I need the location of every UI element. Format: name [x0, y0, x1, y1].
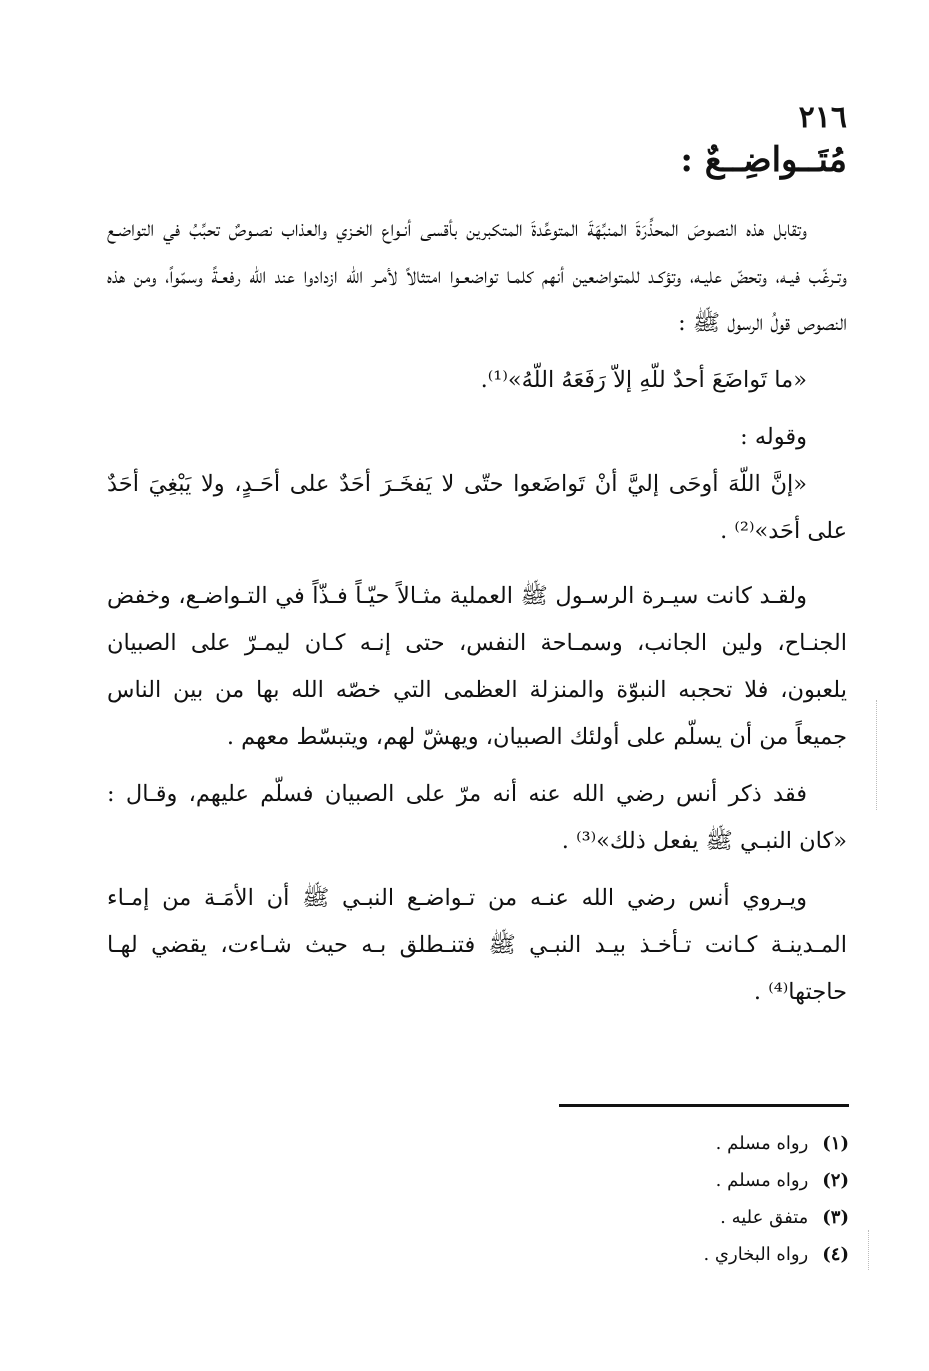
footnote-number: (١)	[822, 1133, 849, 1154]
footnote-text: متفق عليه .	[720, 1207, 809, 1228]
footnotes-list	[703, 1125, 849, 1273]
footnote-number: (٤)	[822, 1244, 849, 1265]
footnote-text: رواه البخاري .	[703, 1244, 809, 1265]
page-body	[107, 206, 847, 1016]
footnote-number: (٢)	[822, 1170, 849, 1191]
scan-edge-mark	[876, 700, 879, 810]
footnote-item	[703, 1162, 849, 1199]
paragraph-1: وتقابل هذه النصوصَ المحذِّرَةَ المنبِّهَةَ المتوعِّدةَ المتكبرين بأقسى أنـواع الخـزي والعذاب نصـوصٌ تحبِّبُ في التواضـع وتـرغّب فيـه، وتحضّ عليـه، وتؤكـد للمتواضعين أنهم كلمـا تواضعـوا امتثالاً لأمـر الله ازدادوا عند الله رفعـةً وسمّواً، ومن هذه النصوص قولُ الرسول ﷺ :	[107, 216, 847, 336]
footnote-text: رواه مسلم .	[715, 1133, 809, 1154]
paragraph-3: ولقـد كانت سيـرة الرسـول ﷺ العملية مثـالاً حيّـاً فـذّاً في التـواضـع، وخفض الجنـاح، ولين الجانب، وسمـاحة النفس، حتى إنـه كـان ليمـرّ على الصبيان يلعبون، فلا تحجبه النبوّة والمنزلة العظمى التي خصّه الله بها من بين الناس جميعاً من أن يسلّم على أولئك الصبيان، ويهشّ لهم، ويتبسّط معهم .	[107, 583, 847, 750]
section-title: مُتَــواضِــعٌ :	[680, 140, 847, 180]
paragraph-5: ويـروي أنس رضي الله عنـه من تـواضـع النبـي ﷺ أن الأمَـة من إمـاء المـدينـة كـانت تـأخـذ بيـد النبـي ﷺ فتنـطلق بـه حيث شـاءت، يقضي لهـا حاجتها⁽⁴⁾ .	[107, 885, 847, 1005]
page-number: ٢١٦	[798, 100, 847, 135]
hadith-quote-2: «إنَّ اللّهَ أوحَى إليَّ أنْ تَواضَعوا حتّى لا يَفخَـرَ أحَدٌ على أحَـدٍ، ولا يَبْغِيَ أحَدٌ على أحَد»⁽²⁾ .	[107, 471, 847, 544]
footnote-item	[703, 1125, 849, 1162]
footnote-separator	[559, 1104, 849, 1107]
paragraph-4: فقد ذكر أنس رضي الله عنه أنه مرّ على الصبيان فسلّم عليهم، وقـال : «كان النبـي ﷺ يفعل ذلك»⁽³⁾ .	[107, 781, 847, 854]
hadith-quote-1: «ما تَواضَعَ أحدٌ للّهِ إلاّ رَفَعَهُ اللّهُ»⁽¹⁾.	[480, 367, 807, 393]
footnote-item	[703, 1199, 849, 1236]
footnote-item	[703, 1236, 849, 1273]
paragraph-2-intro: وقوله :	[740, 424, 807, 450]
footnote-text: رواه مسلم .	[715, 1170, 809, 1191]
scan-edge-mark	[868, 1230, 871, 1270]
footnote-number: (٣)	[822, 1207, 849, 1228]
